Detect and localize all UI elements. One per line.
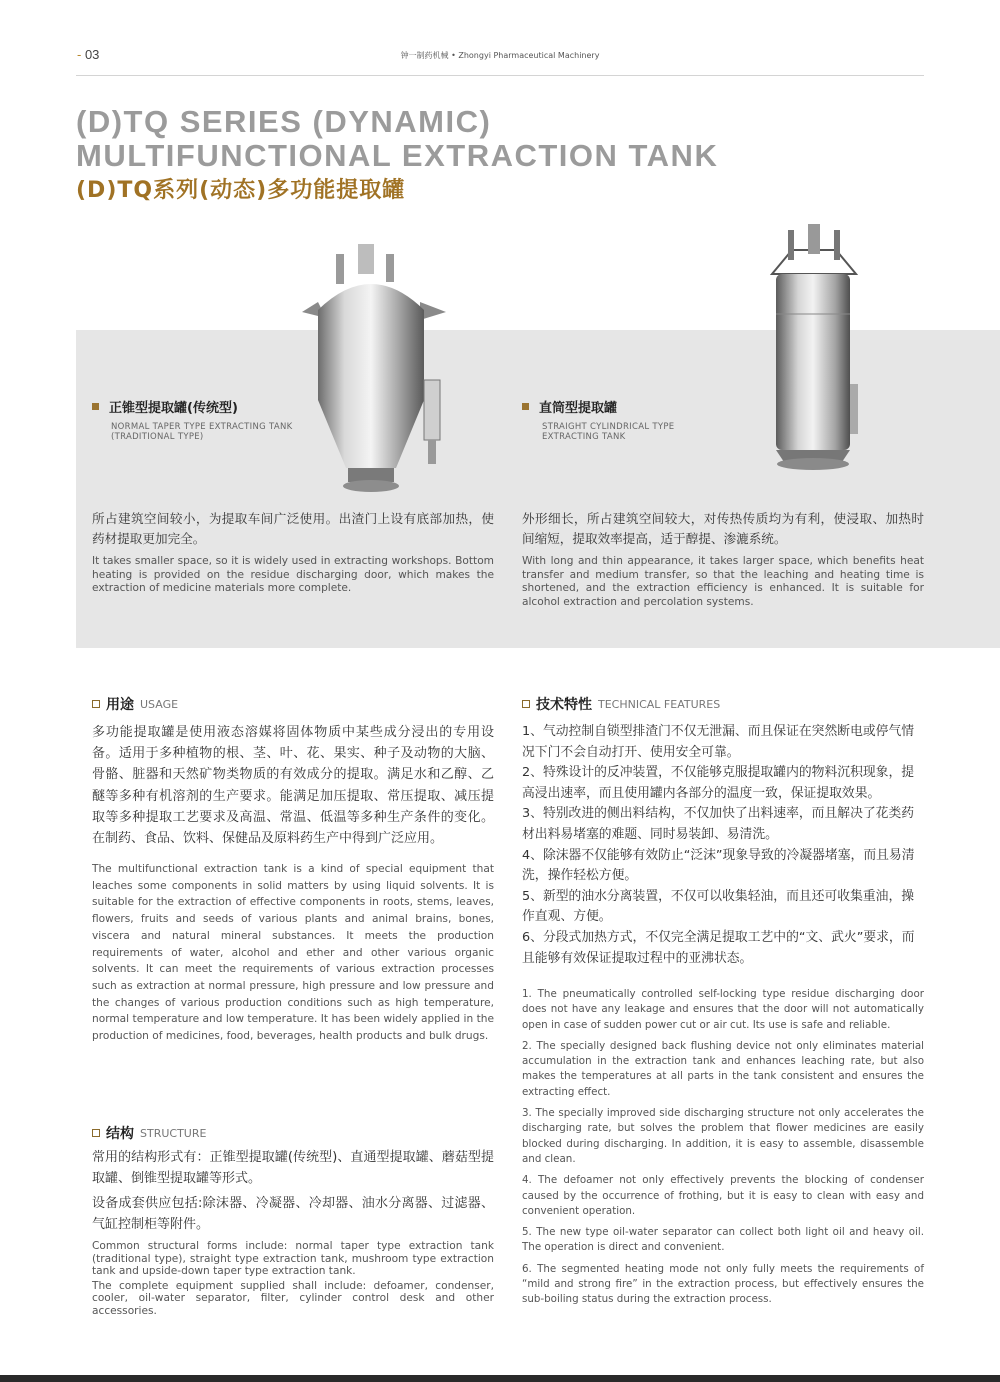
product-desc-en-straight: With long and thin appearance, it takes larger space, which benefits heat transfer and medium transfer, so that the leaching and heating time is shortened, and the extraction efficiency is enhanced. It is suitable for alcohol extraction and percolation systems. (522, 555, 924, 608)
structure-heading: 结构 STRUCTURE (92, 1123, 206, 1143)
structure-accessories-en: The complete equipment supplied shall include: defoamer, condenser, cooler, oil-water separator, filter, cylinder control desk and other accessories. (92, 1279, 494, 1317)
product-sub-taper: NORMAL TAPER TYPE EXTRACTING TANK (TRADITIONAL TYPE) (111, 422, 293, 442)
page-number: - 03 (77, 47, 100, 62)
running-head: 钟一制药机械 • Zhongyi Pharmaceutical Machinery (400, 51, 600, 60)
section-square-icon (522, 700, 530, 708)
bullet-square-icon (522, 403, 529, 410)
taper-tank-image (296, 240, 466, 502)
features-list-zh (522, 722, 924, 969)
feature-item-zh: 1、气动控制自锁型排渣门不仅无泄漏、而且保证在突然断电或停气情况下门不会自动打开、使用安全可靠。 (522, 724, 915, 760)
section-square-icon (92, 1129, 100, 1137)
product-desc-zh-straight: 外形细长，所占建筑空间较大，对传热传质均为有利，使浸取、加热时间缩短，提取效率提高，适于醇提、渗漉系统。 (522, 511, 924, 546)
product-label-taper: 正锥型提取罐(传统型) (92, 397, 238, 416)
feature-item-en: 4. The defoamer not only effectively prevents the blocking of condenser caused by the occurrence of frothing, but it is easy to clean with easy and convenient operation. (522, 1174, 924, 1217)
structure-text-en (92, 1240, 494, 1318)
structure-accessories-zh: 设备成套供应包括:除沫器、冷凝器、冷却器、油水分离器、过滤器、气缸控制柜等附件。 (92, 1196, 494, 1232)
title-en-line1: (D)TQ SERIES (DYNAMIC) (76, 104, 492, 139)
usage-heading: 用途 USAGE (92, 694, 178, 714)
header-divider (76, 75, 924, 76)
feature-item-en: 1. The pneumatically controlled self-locking type residue discharging door does not have any leakage and ensures that the door will not automatically open in case of sudden power cut or air cut. Its use is safe and reliable. (522, 988, 924, 1031)
section-square-icon (92, 700, 100, 708)
structure-forms-zh: 常用的结构形式有：正锥型提取罐(传统型)、直通型提取罐、蘑菇型提取罐、倒锥型提取罐等形式。 (92, 1150, 494, 1186)
usage-text-zh: 多功能提取罐是使用液态溶媒将固体物质中某些成分浸出的专用设备。适用于多种植物的根、茎、叶、花、果实、种子及动物的大脑、骨骼、脏器和天然矿物类物质的有效成分的提取。满足水和乙醇、乙醚等多种有机溶剂的生产要求。能满足加压提取、常压提取、减压提取等多种提取工艺要求及高温、常温、低温等多种生产条件的变化。在制药、食品、饮料、保健品及原料药生产中得到广泛应用。 (92, 725, 494, 847)
bottom-bar (0, 1375, 1000, 1382)
features-list-en (522, 987, 924, 1308)
product-label-straight: 直筒型提取罐 (522, 397, 617, 416)
product-desc-en-taper: It takes smaller space, so it is widely used in extracting workshops. Bottom heating is provided on the residue discharging door, which makes the extraction of medicine materials more complete. (92, 555, 494, 595)
bullet-square-icon (92, 403, 99, 410)
feature-item-zh: 6、分段式加热方式，不仅完全满足提取工艺中的“文、武火”要求，而且能够有效保证提取过程中的亚沸状态。 (522, 929, 915, 966)
straight-tank-image (762, 224, 866, 472)
structure-text-zh (92, 1147, 494, 1235)
feature-item-en: 3. The specially improved side discharging structure not only accelerates the discharging rate, but solves the problem that flower medicines are easily blocked during discharging. In addition, it is easy to assemble, disassemble and clean. (522, 1107, 924, 1165)
page-title-en (76, 105, 718, 173)
page-title-zh: (D)TQ系列(动态)多功能提取罐 (76, 178, 406, 203)
feature-item-zh: 2、特殊设计的反冲装置，不仅能够克服提取罐内的物料沉积现象，提高浸出速率，而且使用罐内各部分的温度一致，保证提取效果。 (522, 765, 915, 801)
structure-forms-en: Common structural forms include: normal taper type extraction tank (traditional type), straight type extraction tank, mushroom type extraction tank and upside-down taper type extraction tank. (92, 1240, 494, 1278)
feature-item-en: 6. The segmented heating mode not only fully meets the requirements of “mild and strong fire” in the extraction process, but effectively ensures the sub-boiling status during the extraction process. (522, 1262, 924, 1306)
product-sub-straight: STRAIGHT CYLINDRICAL TYPE EXTRACTING TANK (542, 422, 675, 442)
title-en-line2: MULTIFUNCTIONAL EXTRACTION TANK (76, 138, 719, 173)
feature-item-zh: 4、除沫器不仅能够有效防止“泛沫”现象导致的冷凝器堵塞，而且易清洗，操作轻松方便。 (522, 847, 915, 884)
usage-text-en: The multifunctional extraction tank is a kind of special equipment that leaches some components in solid matters by using liquid solvents. It is suitable for the extraction of effective components in roots, stems, leaves, flowers, fruits and seeds of various plants and animal brains, bones, viscera and natural mineral substances. It meets the production requirements of water, alcohol and ether and other various organic solvents. It can meet the requirements of various extraction processes such as extraction at normal pressure, high pressure and low pressure and the changes of various production conditions such as high temperature, normal temperature and low temperature. It has been widely applied in the production of medicines, food, beverages, health products and bulk drugs. (92, 863, 494, 1043)
feature-item-en: 5. The new type oil-water separator can collect both light oil and heavy oil. The operation is direct and convenient. (522, 1226, 924, 1254)
feature-item-zh: 5、新型的油水分离装置，不仅可以收集轻油，而且还可收集重油，操作直观、方便。 (522, 888, 915, 925)
product-desc-zh-taper: 所占建筑空间较小，为提取车间广泛使用。出渣门上设有底部加热，使药材提取更加完全。 (92, 511, 494, 546)
feature-item-en: 2. The specially designed back flushing device not only eliminates material accumulation in the extraction tank and enhances leaching rate, but also makes the temperatures at all parts in the tank consistent and ensures the extracting effect. (522, 1039, 924, 1098)
feature-item-zh: 3、特别改进的侧出料结构，不仅加快了出料速率，而且解决了花类药材出料易堵塞的难题、同时易装卸、易清洗。 (522, 806, 915, 842)
features-heading: 技术特性 TECHNICAL FEATURES (522, 694, 720, 714)
